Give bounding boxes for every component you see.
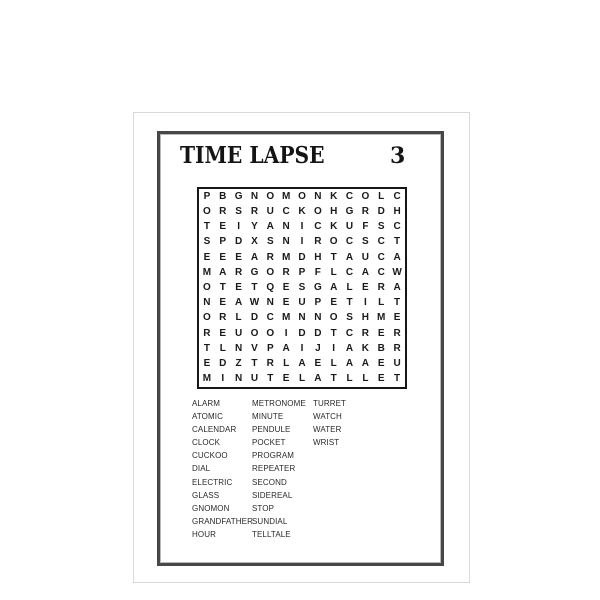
grid-letter: A — [282, 342, 290, 354]
word-item: SECOND — [252, 477, 287, 487]
grid-letter: E — [203, 358, 211, 370]
grid-letter: N — [314, 190, 322, 202]
grid-letter: R — [393, 342, 401, 354]
grid-letter: L — [378, 297, 385, 309]
grid-letter: D — [219, 358, 227, 370]
word-item: HOUR — [192, 529, 216, 539]
grid-letter: E — [219, 251, 227, 263]
word-item: ATOMIC — [192, 412, 223, 422]
grid-letter: S — [298, 281, 306, 293]
letter-grid — [197, 187, 407, 389]
grid-letter: O — [266, 327, 275, 339]
grid-letter: U — [298, 297, 306, 309]
grid-letter: I — [300, 221, 304, 233]
word-item: PENDULE — [252, 425, 291, 435]
grid-letter: I — [300, 236, 304, 248]
word-item: SUNDIAL — [252, 516, 288, 526]
grid-letter: U — [345, 221, 354, 233]
grid-letter: P — [203, 190, 211, 202]
grid-letter: I — [237, 221, 240, 233]
grid-letter: U — [250, 373, 259, 385]
word-item: SIDEREAL — [252, 490, 293, 500]
grid-letter: O — [266, 190, 275, 202]
grid-letter: D — [314, 327, 322, 339]
grid-letter: E — [219, 327, 227, 339]
word-item: CALENDAR — [192, 425, 237, 435]
grid-letter: P — [266, 342, 274, 354]
grid-letter: O — [313, 205, 322, 217]
grid-letter: S — [203, 236, 211, 248]
grid-letter: T — [394, 297, 401, 309]
grid-letter: N — [282, 221, 290, 233]
grid-letter: M — [377, 312, 386, 324]
grid-letter: K — [330, 221, 338, 233]
grid-letter: E — [203, 251, 211, 263]
grid-letter: T — [251, 358, 258, 370]
grid-letter: A — [345, 251, 354, 263]
grid-letter: Y — [251, 221, 258, 233]
grid-letter: N — [250, 190, 259, 202]
grid-letter: C — [345, 266, 354, 278]
grid-letter: T — [330, 251, 337, 263]
grid-letter: O — [329, 236, 338, 248]
grid-letter: L — [330, 266, 337, 278]
grid-letter: R — [266, 358, 274, 370]
grid-letter: A — [219, 266, 227, 278]
grid-letter: R — [219, 205, 227, 217]
grid-letter: V — [251, 342, 258, 354]
grid-letter: K — [298, 205, 306, 217]
grid-letter: A — [314, 373, 322, 385]
grid-letter: O — [203, 312, 211, 324]
word-item: REPEATER — [252, 464, 296, 474]
grid-letter: B — [377, 342, 385, 354]
grid-letter: R — [203, 327, 211, 339]
grid-letter: E — [282, 281, 290, 293]
grid-letter: A — [250, 251, 259, 263]
grid-letter: G — [345, 205, 354, 217]
grid-letter: O — [203, 205, 211, 217]
grid-letter: H — [393, 205, 401, 217]
grid-letter: N — [298, 312, 306, 324]
grid-letter: C — [345, 236, 354, 248]
word-item: WRIST — [313, 438, 340, 448]
grid-letter: R — [314, 236, 322, 248]
word-item: METRONOME — [252, 399, 306, 408]
grid-letter: N — [203, 297, 211, 309]
grid-letter: C — [377, 236, 385, 248]
grid-letter: E — [362, 281, 369, 293]
grid-letter: M — [202, 373, 212, 385]
grid-letter: E — [235, 251, 242, 263]
grid-letter: C — [393, 221, 401, 233]
grid-letter: I — [300, 342, 304, 354]
grid-letter: A — [266, 221, 274, 233]
grid-letter: H — [361, 312, 369, 324]
puzzle-page — [133, 112, 470, 583]
word-item: PROGRAM — [252, 451, 295, 461]
grid-letter: N — [266, 297, 274, 309]
grid-letter: H — [314, 251, 322, 263]
grid-letter: R — [361, 205, 369, 217]
grid-letter: O — [203, 281, 211, 293]
grid-letter: T — [267, 373, 274, 385]
grid-letter: N — [234, 342, 243, 354]
grid-letter: R — [282, 266, 290, 278]
grid-letter: E — [219, 297, 227, 309]
grid-letter: K — [330, 190, 338, 202]
grid-letter: I — [284, 327, 288, 339]
grid-letter: L — [235, 312, 242, 324]
grid-letter: B — [219, 190, 227, 202]
grid-letter: W — [392, 266, 402, 278]
grid-letter: E — [393, 312, 401, 324]
grid-letter: T — [219, 281, 226, 293]
grid-letter: L — [219, 342, 226, 354]
grid-letter: E — [377, 373, 385, 385]
grid-letter: U — [266, 205, 274, 217]
grid-letter: N — [234, 373, 243, 385]
grid-letter: G — [313, 281, 322, 293]
word-column-1 — [192, 397, 253, 541]
grid-letter: W — [249, 297, 260, 309]
puzzle-title: TIME LAPSE — [180, 142, 325, 169]
word-item: POCKET — [252, 438, 286, 448]
grid-letter: D — [298, 327, 306, 339]
grid-letter: N — [282, 236, 290, 248]
grid-letter: O — [361, 190, 370, 202]
grid-letter: M — [281, 312, 291, 324]
grid-letter: E — [235, 281, 242, 293]
word-item: GNOMON — [192, 503, 230, 513]
grid-letter: D — [250, 312, 259, 324]
word-item: TELLTALE — [252, 529, 291, 539]
grid-letter: C — [266, 312, 274, 324]
grid-letter: E — [330, 297, 338, 309]
grid-letter: L — [346, 373, 353, 385]
grid-letter: A — [330, 281, 338, 293]
grid-letter: L — [346, 281, 353, 293]
grid-letter: C — [282, 205, 290, 217]
grid-letter: C — [345, 190, 354, 202]
grid-letter: S — [266, 236, 274, 248]
grid-letter: H — [330, 205, 338, 217]
word-item: ELECTRIC — [192, 477, 233, 487]
grid-letter: L — [283, 358, 290, 370]
grid-letter: T — [394, 373, 401, 385]
grid-letter: U — [393, 358, 401, 370]
word-item: STOP — [252, 503, 275, 513]
grid-letter: S — [346, 312, 353, 324]
grid-letter: F — [362, 221, 369, 233]
grid-letter: I — [332, 342, 336, 354]
grid-letter: E — [219, 221, 227, 233]
grid-letter: I — [363, 297, 367, 309]
grid-letter: L — [362, 373, 369, 385]
grid-letter: M — [202, 266, 212, 278]
grid-letter: C — [377, 266, 385, 278]
grid-letter: O — [266, 266, 275, 278]
grid-letter: A — [393, 251, 401, 263]
word-item: CUCKOO — [192, 451, 228, 461]
grid-letter: T — [394, 236, 401, 248]
grid-letter: A — [298, 358, 306, 370]
grid-letter: L — [378, 190, 385, 202]
word-item: TURRET — [313, 399, 347, 408]
grid-letter: Q — [266, 281, 275, 293]
grid-letter: D — [377, 205, 385, 217]
grid-letter: A — [361, 358, 369, 370]
grid-letter: R — [250, 205, 259, 217]
word-item: CLOCK — [192, 438, 221, 448]
grid-letter: A — [234, 297, 243, 309]
grid-letter: O — [329, 312, 338, 324]
grid-letter: U — [361, 251, 369, 263]
grid-letter: M — [281, 190, 291, 202]
grid-letter: C — [377, 251, 385, 263]
word-item: DIAL — [192, 464, 211, 474]
grid-letter: G — [250, 266, 259, 278]
word-item: WATER — [313, 425, 342, 435]
grid-letter: A — [345, 358, 354, 370]
grid-letter: Z — [235, 358, 242, 370]
grid-letter: C — [393, 190, 401, 202]
grid-letter: O — [250, 327, 259, 339]
word-column-2 — [252, 397, 306, 541]
grid-letter: T — [330, 327, 337, 339]
grid-letter: E — [377, 327, 385, 339]
grid-letter: E — [282, 373, 290, 385]
puzzle-number: 3 — [390, 143, 406, 169]
word-item: GRANDFATHER — [192, 516, 253, 526]
grid-letter: R — [361, 327, 369, 339]
grid-letter: C — [345, 327, 354, 339]
grid-letter: T — [251, 281, 258, 293]
word-item: GLASS — [192, 490, 220, 500]
grid-letter: T — [203, 342, 210, 354]
grid-letter: M — [281, 251, 291, 263]
grid-letter: D — [298, 251, 306, 263]
grid-letter: T — [346, 297, 353, 309]
grid-letter: E — [314, 358, 322, 370]
grid-letter: R — [393, 327, 401, 339]
grid-letter: S — [362, 236, 369, 248]
word-column-3 — [313, 397, 346, 449]
grid-letter: D — [234, 236, 243, 248]
grid-letter: U — [234, 327, 243, 339]
grid-letter: R — [266, 251, 274, 263]
grid-letter: A — [345, 342, 354, 354]
grid-letter: E — [377, 358, 385, 370]
grid-letter: A — [393, 281, 401, 293]
grid-letter: C — [314, 221, 322, 233]
grid-letter: S — [235, 205, 242, 217]
grid-letter: G — [234, 190, 243, 202]
grid-letter: X — [251, 236, 258, 248]
grid-letter: T — [330, 373, 337, 385]
grid-letter: L — [298, 373, 306, 385]
grid-letter: R — [234, 266, 243, 278]
grid-letter: A — [361, 266, 369, 278]
grid-letter: L — [330, 358, 337, 370]
grid-letter: P — [219, 236, 227, 248]
grid-letter: E — [282, 297, 290, 309]
grid-letter: O — [298, 190, 306, 202]
grid-letter: P — [298, 266, 306, 278]
grid-letter: P — [314, 297, 322, 309]
word-item: WATCH — [313, 412, 342, 422]
grid-letter: N — [314, 312, 322, 324]
grid-letter: K — [361, 342, 369, 354]
word-item: MINUTE — [252, 412, 284, 422]
grid-letter: J — [315, 342, 321, 354]
grid-letter: F — [314, 266, 321, 278]
word-item: ALARM — [192, 399, 221, 408]
grid-letter: I — [221, 373, 225, 385]
grid-letter: R — [377, 281, 385, 293]
grid-letter: T — [203, 221, 210, 233]
grid-letter: S — [377, 221, 385, 233]
grid-letter: R — [219, 312, 227, 324]
